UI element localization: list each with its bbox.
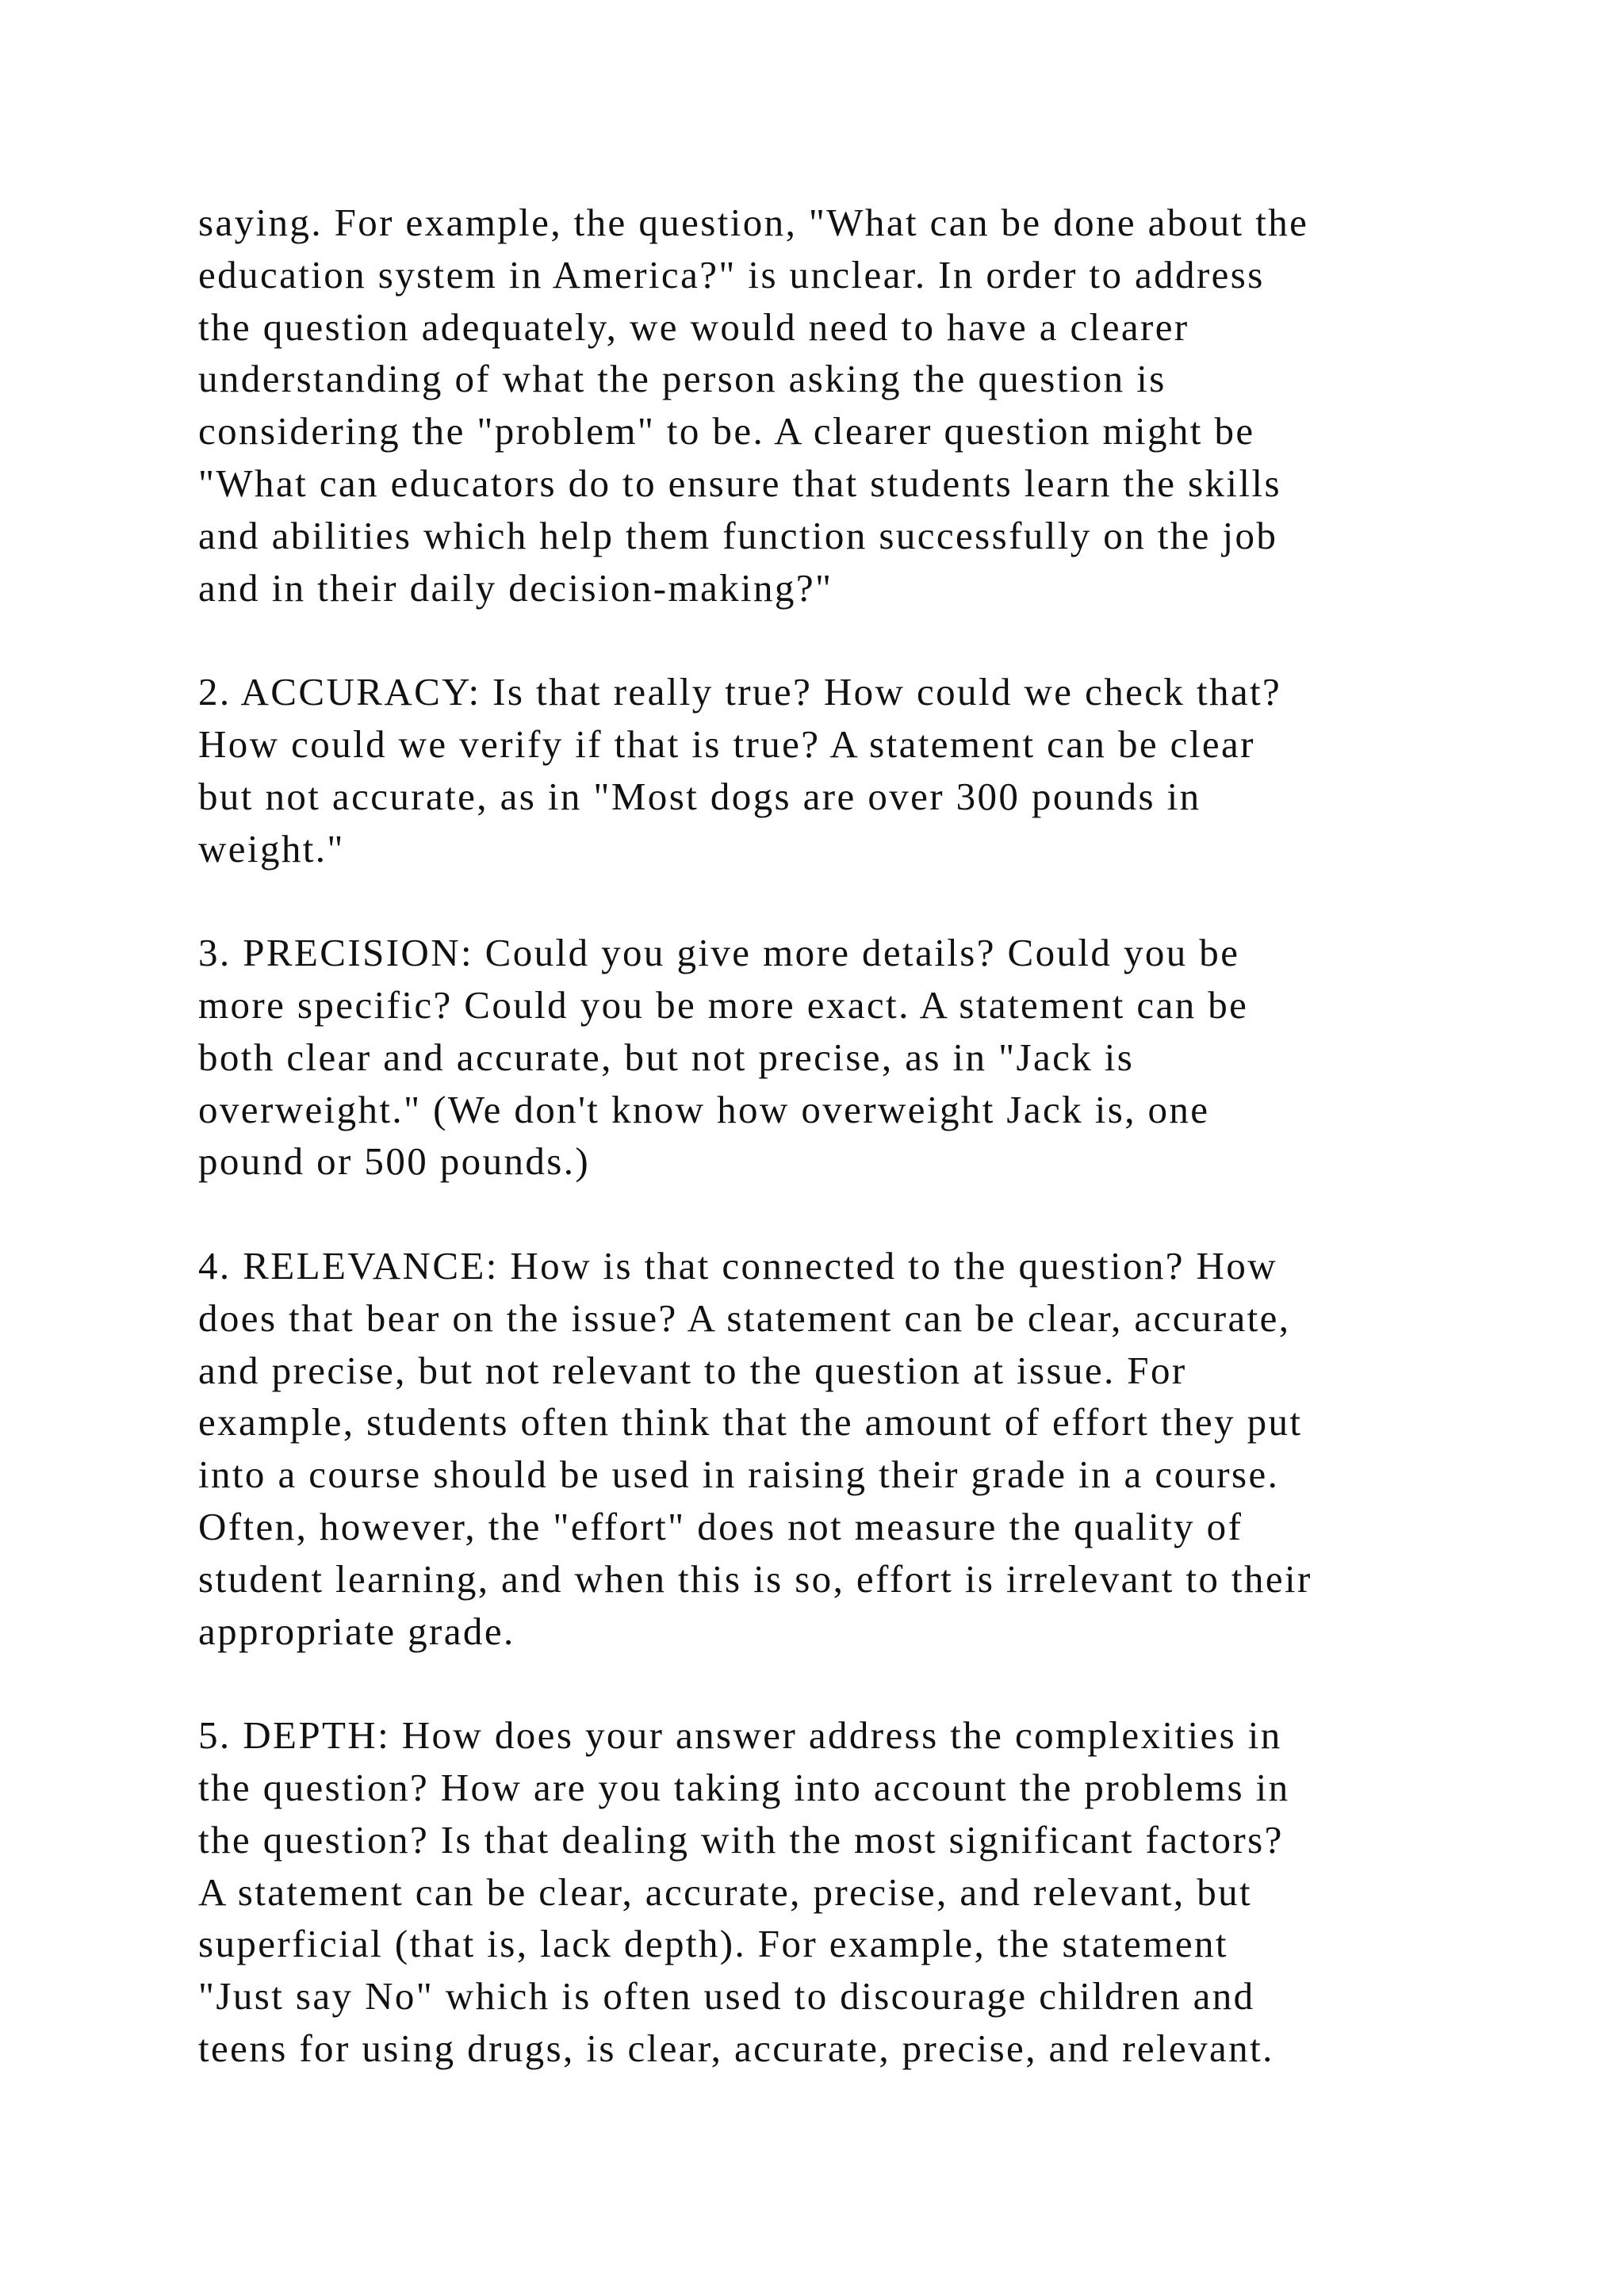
text-line: 2. ACCURACY: Is that really true? How could we check that? [198, 670, 1282, 714]
text-line: weight." [198, 826, 345, 871]
text-line: into a course should be used in raising their grade in a course. [198, 1452, 1280, 1497]
document-body [198, 197, 1499, 2075]
text-line: A statement can be clear, accurate, precise, and relevant, but [198, 1869, 1253, 1914]
text-line: appropriate grade. [198, 1609, 515, 1653]
text-line: considering the "problem" to be. A clearer question might be [198, 409, 1255, 453]
paragraph-relevance [198, 1240, 1499, 1657]
text-line: pound or 500 pounds.) [198, 1139, 591, 1184]
text-line: "What can educators do to ensure that students learn the skills [198, 461, 1281, 505]
text-line: the question? How are you taking into account the problems in [198, 1765, 1290, 1809]
text-line: 5. DEPTH: How does your answer address the complexities in [198, 1713, 1282, 1758]
text-line: understanding of what the person asking the question is [198, 357, 1166, 401]
text-line: student learning, and when this is so, effort is irrelevant to their [198, 1556, 1312, 1601]
paragraph-accuracy [198, 666, 1499, 874]
text-line: How could we verify if that is true? A statement can be clear [198, 721, 1255, 766]
text-line: 3. PRECISION: Could you give more details? Could you be [198, 931, 1240, 975]
text-line: and abilities which help them function successfully on the job [198, 513, 1278, 557]
text-line: but not accurate, as in "Most dogs are over 300 pounds in [198, 774, 1201, 818]
text-line: "Just say No" which is often used to discourage children and [198, 1974, 1255, 2019]
text-line: 4. RELEVANCE: How is that connected to the question? How [198, 1243, 1278, 1288]
text-line: education system in America?" is unclear. In order to address [198, 252, 1265, 297]
text-line: and precise, but not relevant to the question at issue. For [198, 1348, 1187, 1392]
text-line: superficial (that is, lack depth). For example, the statement [198, 1922, 1228, 1966]
text-line: both clear and accurate, but not precise, as in "Jack is [198, 1035, 1135, 1079]
text-line: and in their daily decision-making?" [198, 565, 833, 610]
paragraph-intro-continued [198, 197, 1499, 614]
text-line: saying. For example, the question, "What can be done about the [198, 201, 1309, 244]
text-line: example, students often think that the amount of effort they put [198, 1400, 1303, 1445]
text-line: teens for using drugs, is clear, accurate, precise, and relevant. [198, 2026, 1274, 2070]
text-line: the question adequately, we would need to have a clearer [198, 304, 1189, 349]
text-line: overweight." (We don't know how overweight Jack is, one [198, 1087, 1210, 1131]
text-line: more specific? Could you be more exact. A statement can be [198, 982, 1249, 1027]
text-line: does that bear on the issue? A statement can be clear, accurate, [198, 1295, 1291, 1340]
paragraph-precision [198, 927, 1499, 1188]
text-line: the question? Is that dealing with the most significant factors? [198, 1817, 1284, 1862]
paragraph-depth [198, 1709, 1499, 2075]
text-line: Often, however, the "effort" does not measure the quality of [198, 1504, 1243, 1548]
